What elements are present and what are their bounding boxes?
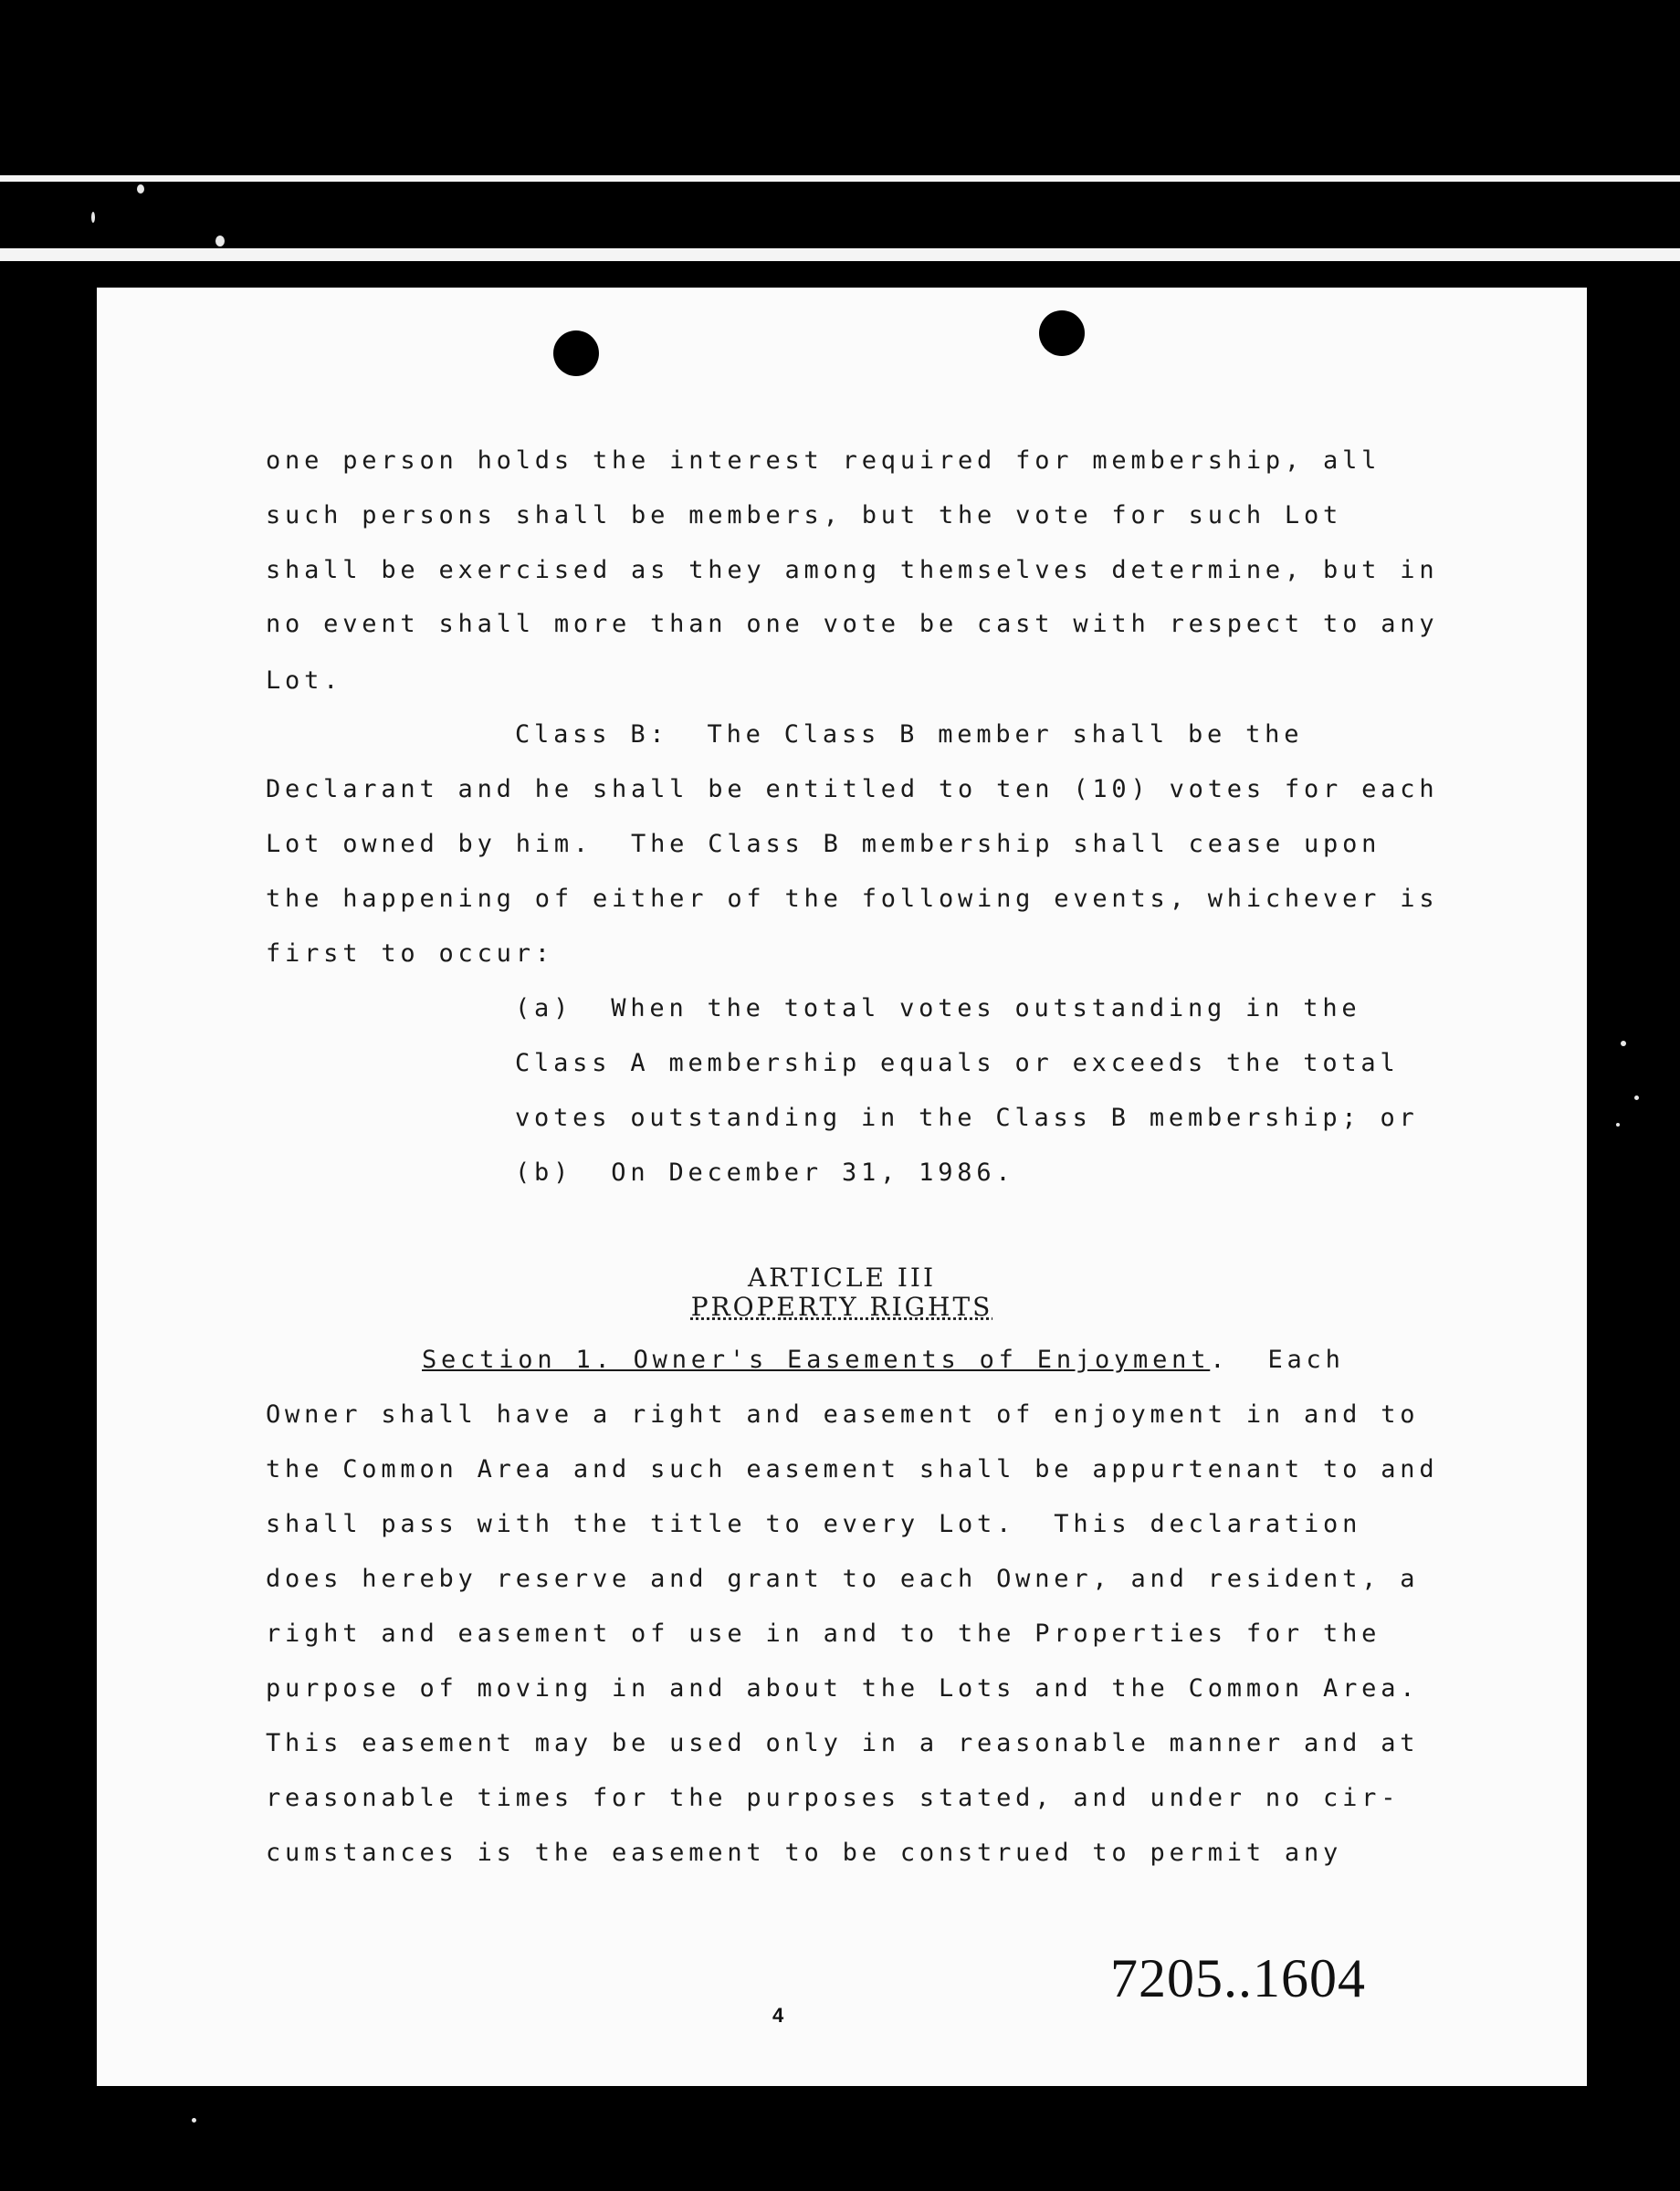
- scan-speck: [91, 212, 95, 223]
- section-title-suffix: . Each: [1210, 1346, 1345, 1374]
- body-line: purpose of moving in and about the Lots and the Common Area.: [266, 1674, 1420, 1703]
- list-item-b: (b) On December 31, 1986.: [515, 1158, 1015, 1187]
- body-line: one person holds the interest required for membership, all: [266, 446, 1381, 475]
- scan-speck: [1621, 1041, 1626, 1046]
- body-line: does hereby reserve and grant to each Owner, and resident, a: [266, 1565, 1420, 1593]
- section-heading-line: [422, 1345, 1345, 1376]
- body-line: This easement may be used only in a reasonable manner and at: [266, 1729, 1420, 1757]
- recording-stamp: 7205..1604: [1110, 1948, 1366, 2008]
- list-item-a-continuation: votes outstanding in the Class B membership; or: [515, 1104, 1419, 1132]
- scan-speck: [192, 2118, 196, 2123]
- class-b-heading-line: Class B: The Class B member shall be the: [515, 720, 1304, 749]
- scan-border-line-bottom: [0, 248, 1680, 261]
- body-line: reasonable times for the purposes stated, and under no cir-: [266, 1784, 1401, 1812]
- body-line: shall pass with the title to every Lot. This declaration: [266, 1510, 1362, 1538]
- scan-border-line-top: [0, 175, 1680, 182]
- scan-speck: [1616, 1123, 1620, 1127]
- body-line: cumstances is the easement to be construed to permit any: [266, 1839, 1343, 1867]
- list-item-a-continuation: Class A membership equals or exceeds the total: [515, 1049, 1400, 1077]
- article-title: PROPERTY RIGHTS: [690, 1292, 993, 1322]
- section-title: Section 1. Owner's Easements of Enjoyment: [422, 1346, 1211, 1374]
- scan-speck: [137, 184, 144, 194]
- body-line: no event shall more than one vote be cast with respect to any: [266, 610, 1439, 638]
- punch-hole-left: [553, 330, 599, 376]
- punch-hole-right: [1039, 310, 1085, 356]
- body-line: shall be exercised as they among themselves determine, but in: [266, 556, 1439, 584]
- body-line: Lot owned by him. The Class B membership shall cease upon: [266, 830, 1381, 858]
- body-line: Owner shall have a right and easement of enjoyment in and to: [266, 1400, 1420, 1429]
- body-line: such persons shall be members, but the vote for such Lot: [266, 501, 1343, 529]
- body-line: Declarant and he shall be entitled to ten (10) votes for each: [266, 775, 1439, 803]
- document-page: [97, 288, 1587, 2086]
- body-line: the Common Area and such easement shall be appurtenant to and: [266, 1455, 1439, 1483]
- scan-speck: [215, 236, 225, 246]
- article-number: ARTICLE III: [747, 1263, 937, 1293]
- body-line: the happening of either of the following events, whichever is: [266, 885, 1439, 913]
- scan-speck: [1634, 1096, 1639, 1100]
- body-line: first to occur:: [266, 939, 554, 968]
- body-line: Lot.: [266, 666, 343, 695]
- list-item-a: (a) When the total votes outstanding in the: [515, 994, 1361, 1022]
- page-number: 4: [772, 2004, 784, 2027]
- body-line: right and easement of use in and to the Properties for the: [266, 1620, 1381, 1648]
